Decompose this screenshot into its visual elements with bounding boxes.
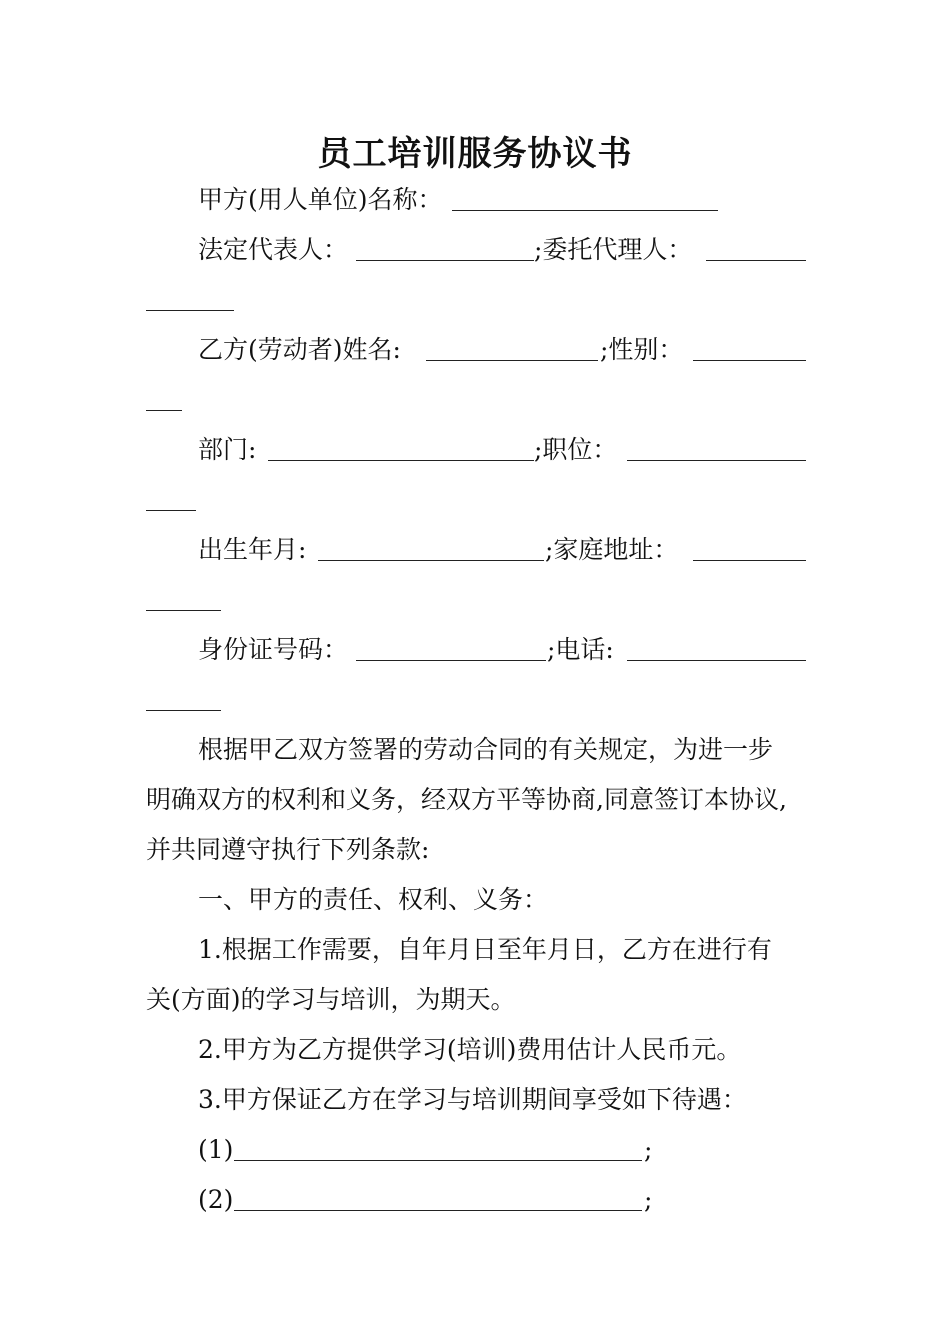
address-field[interactable] bbox=[693, 560, 806, 561]
dept-label: 部门: bbox=[198, 435, 257, 464]
dept-field[interactable] bbox=[268, 460, 534, 461]
phone-field[interactable] bbox=[627, 660, 806, 661]
position-field-continued[interactable] bbox=[146, 510, 196, 511]
party-a-name-label: 甲方(用人单位)名称： bbox=[198, 185, 443, 214]
address-label: ;家庭地址： bbox=[545, 535, 679, 564]
birth-label: 出生年月: bbox=[198, 535, 307, 564]
id-label: 身份证号码： bbox=[198, 635, 349, 664]
item-2-field[interactable] bbox=[234, 1210, 642, 1211]
intro-line-1: 根据甲乙双方签署的劳动合同的有关规定，为进一步 bbox=[198, 735, 774, 764]
party-b-name-field[interactable] bbox=[426, 360, 598, 361]
section-1-heading: 一、甲方的责任、权利、义务： bbox=[198, 885, 549, 914]
intro-line-2: 明确双方的权利和义务，经双方平等协商,同意签订本协议, bbox=[146, 785, 787, 814]
clause-2: 2.甲方为乙方提供学习(培训)费用估计人民币元。 bbox=[198, 1035, 742, 1064]
document-title: 员工培训服务协议书 bbox=[317, 134, 633, 174]
gender-label: ;性别： bbox=[600, 335, 684, 364]
item-1-field[interactable] bbox=[234, 1160, 642, 1161]
legal-rep-label: 法定代表人： bbox=[198, 235, 349, 264]
clause-3: 3.甲方保证乙方在学习与培训期间享受如下待遇： bbox=[198, 1085, 747, 1114]
item-1-label: (1) bbox=[198, 1135, 234, 1164]
clause-1-line-2: 关(方面)的学习与培训，为期天。 bbox=[146, 985, 516, 1014]
clause-1-line-1: 1.根据工作需要，自年月日至年月日，乙方在进行有 bbox=[198, 935, 772, 964]
position-field[interactable] bbox=[627, 460, 806, 461]
agent-label: ;委托代理人： bbox=[534, 235, 693, 264]
agent-field[interactable] bbox=[706, 260, 806, 261]
party-a-name-field[interactable] bbox=[452, 210, 718, 211]
item-2-label: (2) bbox=[198, 1185, 234, 1214]
birth-field[interactable] bbox=[318, 560, 544, 561]
item-1-end: ; bbox=[644, 1135, 653, 1164]
agent-field-continued[interactable] bbox=[146, 310, 234, 311]
address-field-continued[interactable] bbox=[146, 610, 221, 611]
gender-field[interactable] bbox=[693, 360, 806, 361]
id-field[interactable] bbox=[356, 660, 546, 661]
gender-field-continued[interactable] bbox=[146, 410, 182, 411]
phone-field-continued[interactable] bbox=[146, 710, 221, 711]
party-b-name-label: 乙方(劳动者)姓名: bbox=[198, 335, 401, 364]
phone-label: ;电话: bbox=[547, 635, 614, 664]
item-2-end: ; bbox=[644, 1185, 653, 1214]
intro-line-3: 并共同遵守执行下列条款: bbox=[146, 835, 430, 864]
position-label: ;职位： bbox=[534, 435, 618, 464]
legal-rep-field[interactable] bbox=[356, 260, 534, 261]
